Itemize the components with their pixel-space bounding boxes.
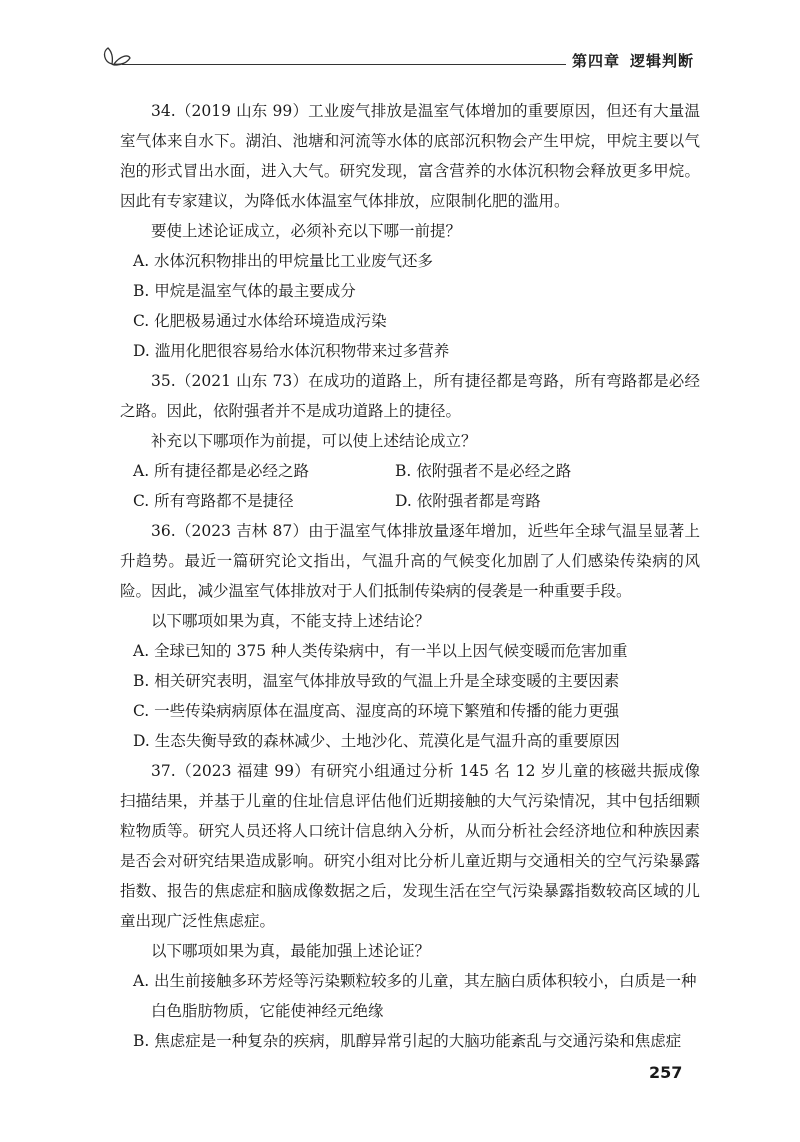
question-prompt: 要使上述论证成立，必须补充以下哪一前提？ bbox=[151, 222, 462, 240]
question-34 bbox=[120, 96, 700, 366]
options-row bbox=[120, 486, 700, 516]
question-prompt: 补充以下哪项作为前提，可以使上述结论成立？ bbox=[151, 432, 477, 450]
option-c: C. 一些传染病病原体在温度高、湿度高的环境下繁殖和传播的能力更强 bbox=[133, 702, 620, 720]
leaf-ornament-icon bbox=[100, 40, 134, 70]
page-content bbox=[120, 96, 700, 1056]
option-d: D. 生态失衡导致的森林减少、土地沙化、荒漠化是气温升高的重要原因 bbox=[133, 732, 620, 750]
chapter-title: 逻辑判断 bbox=[630, 52, 695, 70]
question-text: 37.（2023 福建 99）有研究小组通过分析 145 名 12 岁儿童的核磁共振成像扫描结果，并基于儿童的住址信息评估他们近期接触的大气污染情况，其中包括细颗粒物质等。研究人员还将人口统计信息纳入分析，从而分析社会经济地位和种族因素是否会对研究结果造成影响。研究小组对比分析儿童近期与交通相关的空气污染暴露指数、报告的焦虑症和脑成像数据之后，发现生活在空气污染暴露指数较高区域的儿童出现广泛性焦虑症。 bbox=[120, 762, 700, 930]
option-b: B. 焦虑症是一种复杂的疾病，肌醇异常引起的大脑功能紊乱与交通污染和焦虑症 bbox=[133, 1032, 682, 1050]
option-a: A. 全球已知的 375 种人类传染病中，有一半以上因气候变暖而危害加重 bbox=[133, 642, 628, 660]
option-c: C. 化肥极易通过水体给环境造成污染 bbox=[133, 312, 387, 330]
option-b: B. 依附强者不是必经之路 bbox=[395, 462, 572, 480]
option-a: A. 所有捷径都是必经之路 bbox=[133, 462, 310, 480]
options-row bbox=[120, 456, 700, 486]
question-prompt: 以下哪项如果为真，不能支持上述结论？ bbox=[151, 612, 431, 630]
option-c: C. 所有弯路都不是捷径 bbox=[133, 492, 294, 510]
option-b: B. 甲烷是温室气体的最主要成分 bbox=[133, 282, 356, 300]
question-text: 36.（2023 吉林 87）由于温室气体排放量逐年增加，近些年全球气温呈显著上升趋势。最近一篇研究论文指出，气温升高的气候变化加剧了人们感染传染病的风险。因此，减少温室气体排放对于人们抵制传染病的侵袭是一种重要手段。 bbox=[120, 522, 700, 600]
chapter-label: 第四章 bbox=[572, 52, 621, 70]
option-d: D. 依附强者都是弯路 bbox=[395, 492, 541, 510]
chapter-heading bbox=[566, 50, 700, 71]
question-text: 35.（2021 山东 73）在成功的道路上，所有捷径都是弯路，所有弯路都是必经之路。因此，依附强者并不是成功道路上的捷径。 bbox=[120, 372, 700, 420]
page-header bbox=[100, 40, 710, 74]
question-36 bbox=[120, 516, 700, 756]
question-text: 34.（2019 山东 99）工业废气排放是温室气体增加的重要原因，但还有大量温室气体来自水下。湖泊、池塘和河流等水体的底部沉积物会产生甲烷，甲烷主要以气泡的形式冒出水面，进入大气。研究发现，富含营养的水体沉积物会释放更多甲烷。因此有专家建议，为降低水体温室气体排放，应限制化肥的滥用。 bbox=[120, 102, 700, 210]
option-a: A. 水体沉积物排出的甲烷量比工业废气还多 bbox=[133, 252, 434, 270]
option-a: A. 出生前接触多环芳烃等污染颗粒较多的儿童，其左脑白质体积较小，白质是一种白色脂肪物质，它能使神经元绝缘 bbox=[133, 972, 697, 1020]
question-prompt: 以下哪项如果为真，最能加强上述论证？ bbox=[151, 942, 431, 960]
option-b: B. 相关研究表明，温室气体排放导致的气温上升是全球变暖的主要因素 bbox=[133, 672, 620, 690]
option-d: D. 滥用化肥很容易给水体沉积物带来过多营养 bbox=[133, 342, 450, 360]
question-35 bbox=[120, 366, 700, 516]
page-number: 257 bbox=[649, 1063, 683, 1082]
question-37 bbox=[120, 756, 700, 1056]
